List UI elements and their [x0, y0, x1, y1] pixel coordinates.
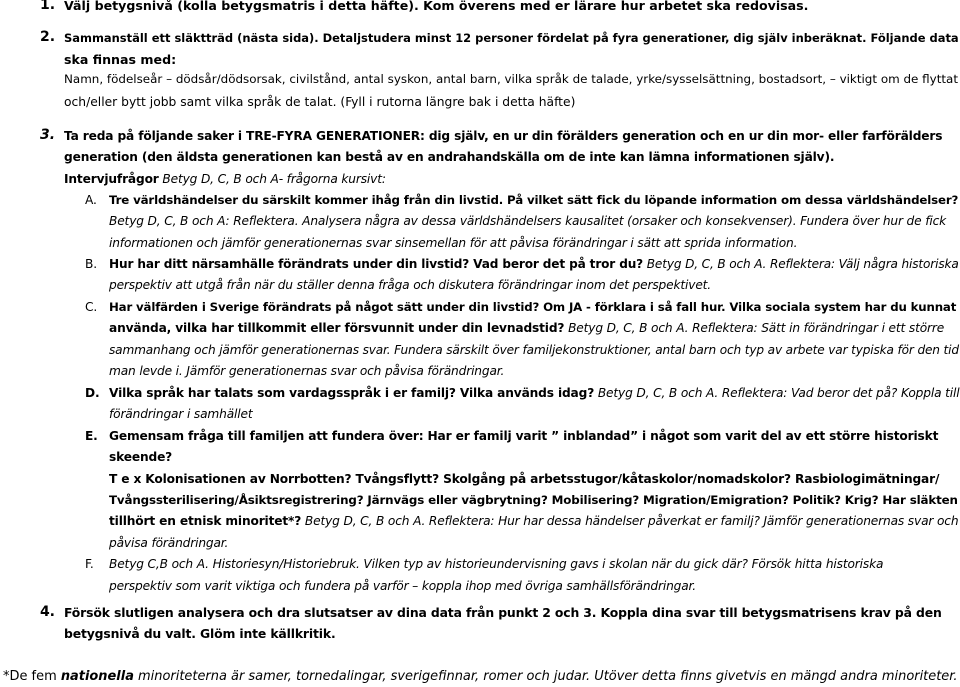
footnote-bold: nationella	[60, 669, 134, 684]
question-e-line-2: skeende?	[109, 450, 173, 464]
question-f-line-2: perspektiv som varit viktiga och fundera på varför – koppla ihop med övriga samhällsförändringar.	[109, 579, 697, 593]
question-e-line-1: Gemensam fråga till familjen att fundera över: Har er familj varit ” inblandad” i något som varit del av ett större historiskt	[109, 429, 939, 443]
question-b-line-1	[109, 256, 959, 272]
question-c-line-1: Har välfärden i Sverige förändrats på något sätt under din livstid? Om JA - förklara i så fall hur. Vilka sociala system har du kunnat	[109, 300, 957, 314]
question-a-line-1: Tre världshändelser du särskilt kommer ihåg från din livstid. På vilket sätt fick du löpande information om dessa världshändelser?	[109, 193, 959, 207]
item-4-line-2: betygsnivå du valt. Glöm inte källkritik.	[64, 626, 336, 641]
question-e-line-5	[109, 513, 958, 529]
item-2-line-1: Sammanställ ett släktträd (nästa sida). Detaljstudera minst 12 personer fördelat på fyra generationer, dig själv inberäknat. Följande data	[64, 31, 959, 45]
question-a-line-3: informationen och jämför generationernas svar sinsemellan för att påvisa förändringar i sätt att sprida information.	[109, 236, 798, 250]
question-c-bold: använda, vilka har tillkommit eller försvunnit under din levnadstid?	[109, 321, 565, 335]
question-d-line-1	[109, 385, 959, 401]
question-e-reflect: Betyg D, C, B och A. Reflektera: Hur har dessa händelser påverkat er familj? Jämför generationernas svar och	[301, 514, 959, 528]
question-d-bold: Vilka språk har talats som vardagsspråk i er familj? Vilka används idag?	[109, 386, 595, 400]
interview-label: Intervjufrågor	[64, 172, 159, 186]
item-2-line-4: och/eller bytt jobb samt vilka språk de talat. (Fyll i rutorna längre bak i detta häfte)	[64, 95, 576, 109]
question-e-line-4: Tvångssterilisering/Åsiktsregistrering? Järnvägs eller vägbrytning? Mobilisering? Migration/Emigration? Politik? Krig? Har släkten	[109, 493, 958, 507]
question-b-bold: Hur har ditt närsamhälle förändrats under din livstid? Vad beror det på tror du?	[109, 257, 644, 271]
item-number-2: 2.	[40, 29, 56, 45]
item-number-3: 3.	[40, 127, 56, 143]
question-a-line-2: Betyg D, C, B och A: Reflektera. Analysera några av dessa världshändelsers kausalitet (orsaker och konsekvenser). Fundera över hur de fick	[109, 214, 947, 228]
question-e-label: E.	[85, 429, 98, 443]
question-d-label: D.	[85, 386, 100, 400]
question-e-line-3: T e x Kolonisationen av Norrbotten? Tvångsflytt? Skolgång på arbetsstugor/kåtaskolor/nomadskolor? Rasbiologimätningar/	[109, 472, 940, 486]
interview-heading	[64, 171, 386, 187]
item-1-text: Välj betygsnivå (kolla betygsmatris i detta häfte). Kom överens med er lärare hur arbetet ska redovisas.	[64, 0, 809, 13]
question-b-reflect: Betyg D, C, B och A. Reflektera: Välj några historiska	[643, 257, 959, 271]
item-3-intro-line-1: Ta reda på följande saker i TRE-FYRA GENERATIONER: dig själv, en ur din förälders generation och en ur din mor- eller farförälders	[64, 129, 943, 143]
question-c-label: C.	[85, 300, 98, 314]
footnote-rest: minoriteterna är samer, tornedalingar, sverigefinnar, romer och judar. Utöver detta finns givetvis en mängd andra minoriteter.	[133, 669, 958, 684]
item-number-1: 1.	[40, 0, 56, 13]
question-f-line-1: Betyg C,B och A. Historiesyn/Historiebruk. Vilken typ av historieundervisning gavs i skolan när du gick där? Försök hitta historiska	[109, 557, 884, 571]
question-c-line-2	[109, 320, 944, 336]
question-d-reflect: Betyg D, C, B och A. Reflektera: Vad beror det på? Koppla till	[594, 386, 960, 400]
item-3-intro-line-2: generation (den äldsta generationen kan bestå av en andrahandskälla om de inte kan lämna informationen själv).	[64, 150, 835, 164]
question-b-line-2: perspektiv att utgå från när du ställer denna fråga och diskutera förändringar inom det perspektivet.	[109, 278, 712, 292]
question-a-label: A.	[85, 193, 97, 207]
item-4-line-1: Försök slutligen analysera och dra slutsatser av dina data från punkt 2 och 3. Koppla dina svar till betygsmatrisens krav på den	[64, 605, 942, 620]
question-c-line-4: man levde i. Jämför generationernas svar och påvisa förändringar.	[109, 364, 505, 378]
question-d-line-2: förändringar i samhället	[109, 407, 253, 421]
question-e-line-6: påvisa förändringar.	[109, 536, 229, 550]
footnote-prefix: *De fem	[3, 669, 61, 684]
footnote	[3, 669, 958, 685]
question-c-reflect: Betyg D, C, B och A. Reflektera: Sätt in förändringar i ett större	[564, 321, 945, 335]
interview-grade-note: Betyg D, C, B och A- frågorna kursivt:	[158, 172, 386, 186]
item-2-line-2: ska finnas med:	[64, 52, 177, 67]
question-e-bold: tillhört en etnisk minoritet*?	[109, 514, 302, 528]
question-c-line-3: sammanhang och jämför generationernas svar. Fundera särskilt över familjekonstruktioner, antal barn och typ av arbete var typiska för den tid	[109, 343, 959, 357]
item-number-4: 4.	[40, 604, 55, 620]
question-f-label: F.	[85, 557, 94, 571]
item-2-line-3: Namn, födelseår – dödsår/dödsorsak, civilstånd, antal syskon, antal barn, vilka språk de talade, yrke/sysselsättning, bostadsort, – viktigt om de flyttat	[64, 72, 958, 86]
question-b-label: B.	[85, 257, 97, 271]
